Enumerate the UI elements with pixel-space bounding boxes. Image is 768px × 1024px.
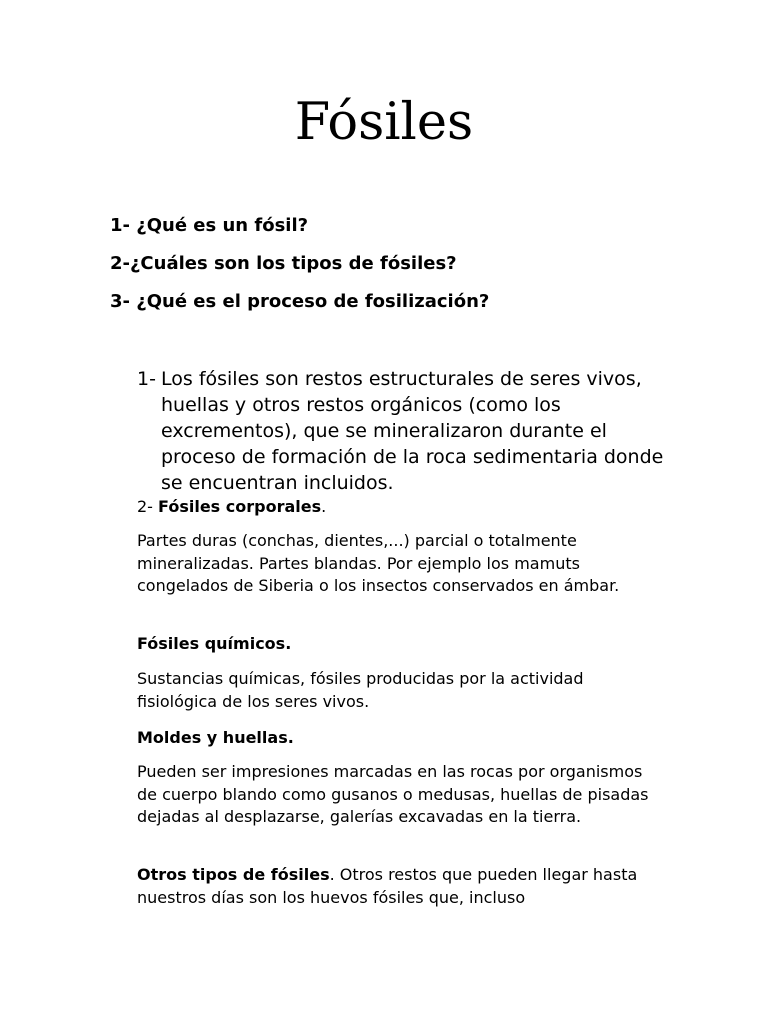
question-1: 1- ¿Qué es un fósil? [110, 215, 309, 236]
answer-2-number: 2- [137, 497, 159, 516]
answer-1-text: Los fósiles son restos estructurales de seres vivos, huellas y otros restos orgánicos (como los excrementos), que se mineralizaron durante el proceso de formación de la roca sedimentaria donde se encuentran incluidos. [161, 368, 664, 494]
moldes-heading-text: Moldes y huellas. [137, 728, 294, 747]
question-2: 2-¿Cuáles son los tipos de fósiles? [110, 253, 457, 274]
answer-2-heading [137, 496, 657, 519]
moldes-heading [137, 727, 657, 750]
quimicos-heading [137, 633, 657, 656]
corporales-heading: Fósiles corporales [158, 497, 322, 516]
page-title: Fósiles [294, 93, 474, 152]
question-3: 3- ¿Qué es el proceso de fosilización? [110, 291, 490, 312]
quimicos-heading-text: Fósiles químicos. [137, 634, 292, 653]
answer-1-number: 1- [137, 368, 156, 390]
corporales-heading-suffix: . [321, 497, 327, 516]
questions-list [110, 212, 489, 326]
otros-paragraph [137, 864, 657, 909]
quimicos-paragraph: Sustancias químicas, fósiles producidas por la actividad fisiológica de los seres vivos. [137, 669, 584, 711]
answer-1 [137, 366, 677, 496]
moldes-paragraph: Pueden ser impresiones marcadas en las rocas por organismos de cuerpo blando como gusanos o medusas, huellas de pisadas dejadas al desplazarse, galerías excavadas en la tierra. [137, 762, 649, 827]
otros-text: . Otros restos que pueden llegar hasta nuestros días son los huevos fósiles que, incluso [137, 865, 638, 907]
otros-heading: Otros tipos de fósiles [137, 865, 330, 884]
corporales-paragraph: Partes duras (conchas, dientes,...) parcial o totalmente mineralizadas. Partes blandas. Por ejemplo los mamuts congelados de Siberia o los insectos conservados en ámbar. [137, 531, 620, 596]
